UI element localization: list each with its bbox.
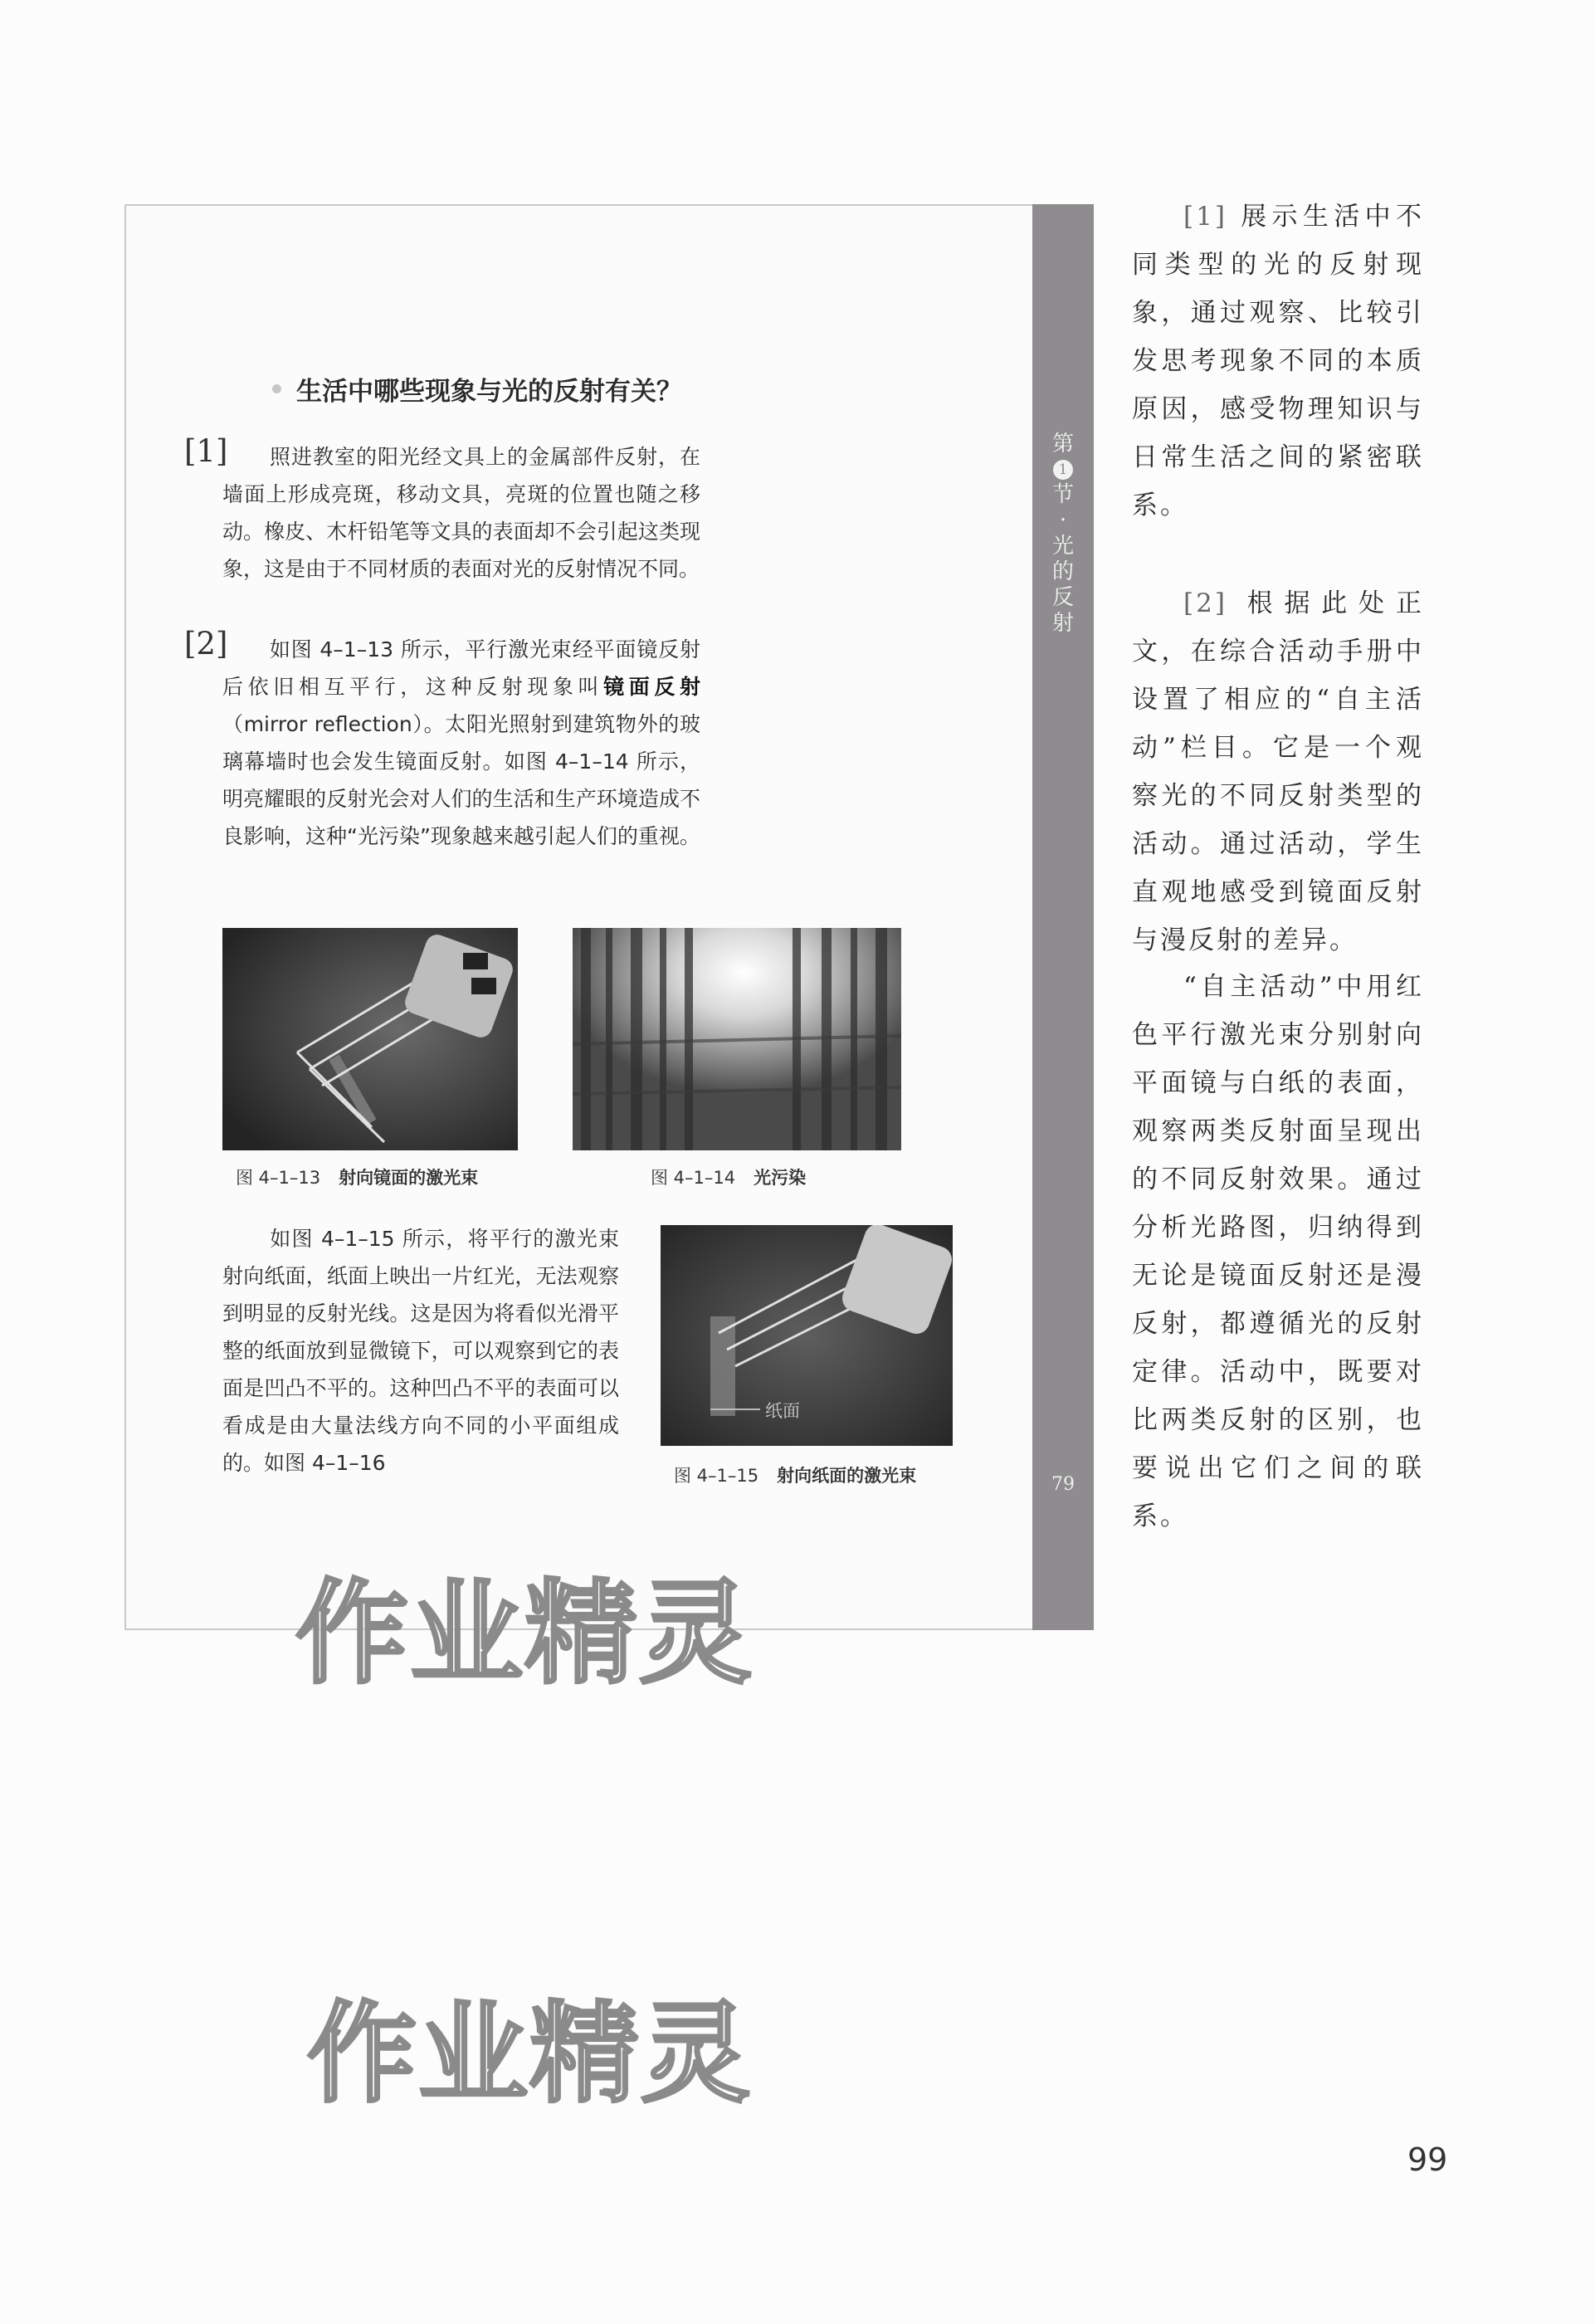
note-ref-1: [1]: [1183, 202, 1227, 232]
note-3-text: “自主活动”中用红色平行激光束分别射向平面镜与白纸的表面，观察两类反射面呈现出的不同反射效果。通过分析光路图，归纳得到无论是镜面反射还是漫反射，都遵循光的反射定律。活动中，既要对比两类反射的区别，也要说出它们之间的联系。: [1132, 972, 1424, 1531]
paragraph-2-text-a: 如图 4–1–13 所示，平行激光束经平面镜反射后依旧相互平行，这种反射现象叫: [222, 637, 700, 699]
figure-title-3: 射向纸面的激光束: [777, 1466, 917, 1486]
figure-light-pollution-photo: [573, 928, 901, 1150]
chapter-side-band: [1032, 204, 1094, 1630]
figure-mirror-laser-photo: [222, 928, 518, 1150]
figure-number-1: 图 4–1–13: [236, 1168, 321, 1188]
figure-number-3: 图 4–1–15: [674, 1466, 759, 1486]
paragraph-3-text: 如图 4–1–15 所示，将平行的激光束射向纸面，纸面上映出一片红光，无法观察到明显的反射光线。这是因为将看似光滑平整的纸面放到显微镜下，可以观察到它的表面是凹凸不平的。这种凹凸不平的表面可以看成是由大量法线方向不同的小平面组成的。如图 4–1–16: [222, 1227, 619, 1475]
teaching-note-2: [1132, 579, 1424, 964]
band-section-title: [1032, 432, 1094, 637]
paragraph-1: [222, 438, 700, 588]
paragraph-3: [222, 1220, 619, 1482]
paragraph-1-text: 照进教室的阳光经文具上的金属部件反射，在墙面上形成亮斑，移动文具，亮斑的位置也随之移动。橡皮、木杆铅笔等文具的表面却不会引起这类现象，这是由于不同材质的表面对光的反射情况不同。: [222, 445, 700, 581]
band-title-prefix: 第: [1051, 432, 1074, 456]
section-heading: [272, 370, 682, 408]
book-page-number: 79: [1051, 1474, 1075, 1495]
band-title-char: 节: [1051, 482, 1074, 507]
band-title-number: 1: [1053, 460, 1073, 480]
section-heading-text: 生活中哪些现象与光的反射有关？: [296, 377, 682, 407]
page-number: 99: [1407, 2141, 1448, 2178]
figure-number-2: 图 4–1–14: [651, 1168, 736, 1188]
figure-paper-laser-photo: [661, 1225, 953, 1446]
band-title-char: 光: [1051, 534, 1074, 559]
paragraph-2-text-b: （mirror reflection）。太阳光照射到建筑物外的玻璃幕墙时也会发生镜面反射。如图 4–1–14 所示，明亮耀眼的反射光会对人们的生活和生产环境造成不良影响，这种“光污染”现象越来越引起人们的重视。: [222, 712, 700, 848]
watermark: 作业精灵: [295, 1569, 754, 1700]
bullet-dot-icon: [272, 384, 281, 393]
figure-title-2: 光污染: [754, 1168, 807, 1188]
note-ref-2: [2]: [1183, 588, 1227, 618]
paragraph-marker-2: [2]: [184, 626, 228, 662]
note-2-text: 根据此处正文，在综合活动手册中设置了相应的“自主活动”栏目。它是一个观察光的不同反射类型的活动。通过活动，学生直观地感受到镜面反射与漫反射的差异。: [1132, 588, 1424, 955]
watermark: 作业精灵: [307, 1990, 752, 2118]
band-title-dot: ·: [1059, 508, 1067, 533]
paper-label: 纸面: [765, 1401, 800, 1421]
paragraph-2: [222, 631, 700, 855]
band-title-char: 的: [1051, 559, 1074, 584]
term-mirror-reflection: 镜面反射: [603, 675, 700, 699]
band-title-char: 射: [1051, 611, 1074, 636]
figure-caption-3: [674, 1462, 916, 1487]
figure-title-1: 射向镜面的激光束: [339, 1168, 479, 1188]
teaching-note-3: [1132, 963, 1424, 1540]
figure-caption-2: [651, 1164, 806, 1189]
paragraph-marker-1: [1]: [184, 433, 228, 469]
teaching-note-1: [1132, 193, 1424, 530]
band-title-char: 反: [1051, 585, 1074, 610]
note-1-text: 展示生活中不同类型的光的反射现象，通过观察、比较引发思考现象不同的本质原因，感受物理知识与日常生活之间的紧密联系。: [1132, 202, 1425, 520]
figure-caption-1: [236, 1164, 478, 1189]
